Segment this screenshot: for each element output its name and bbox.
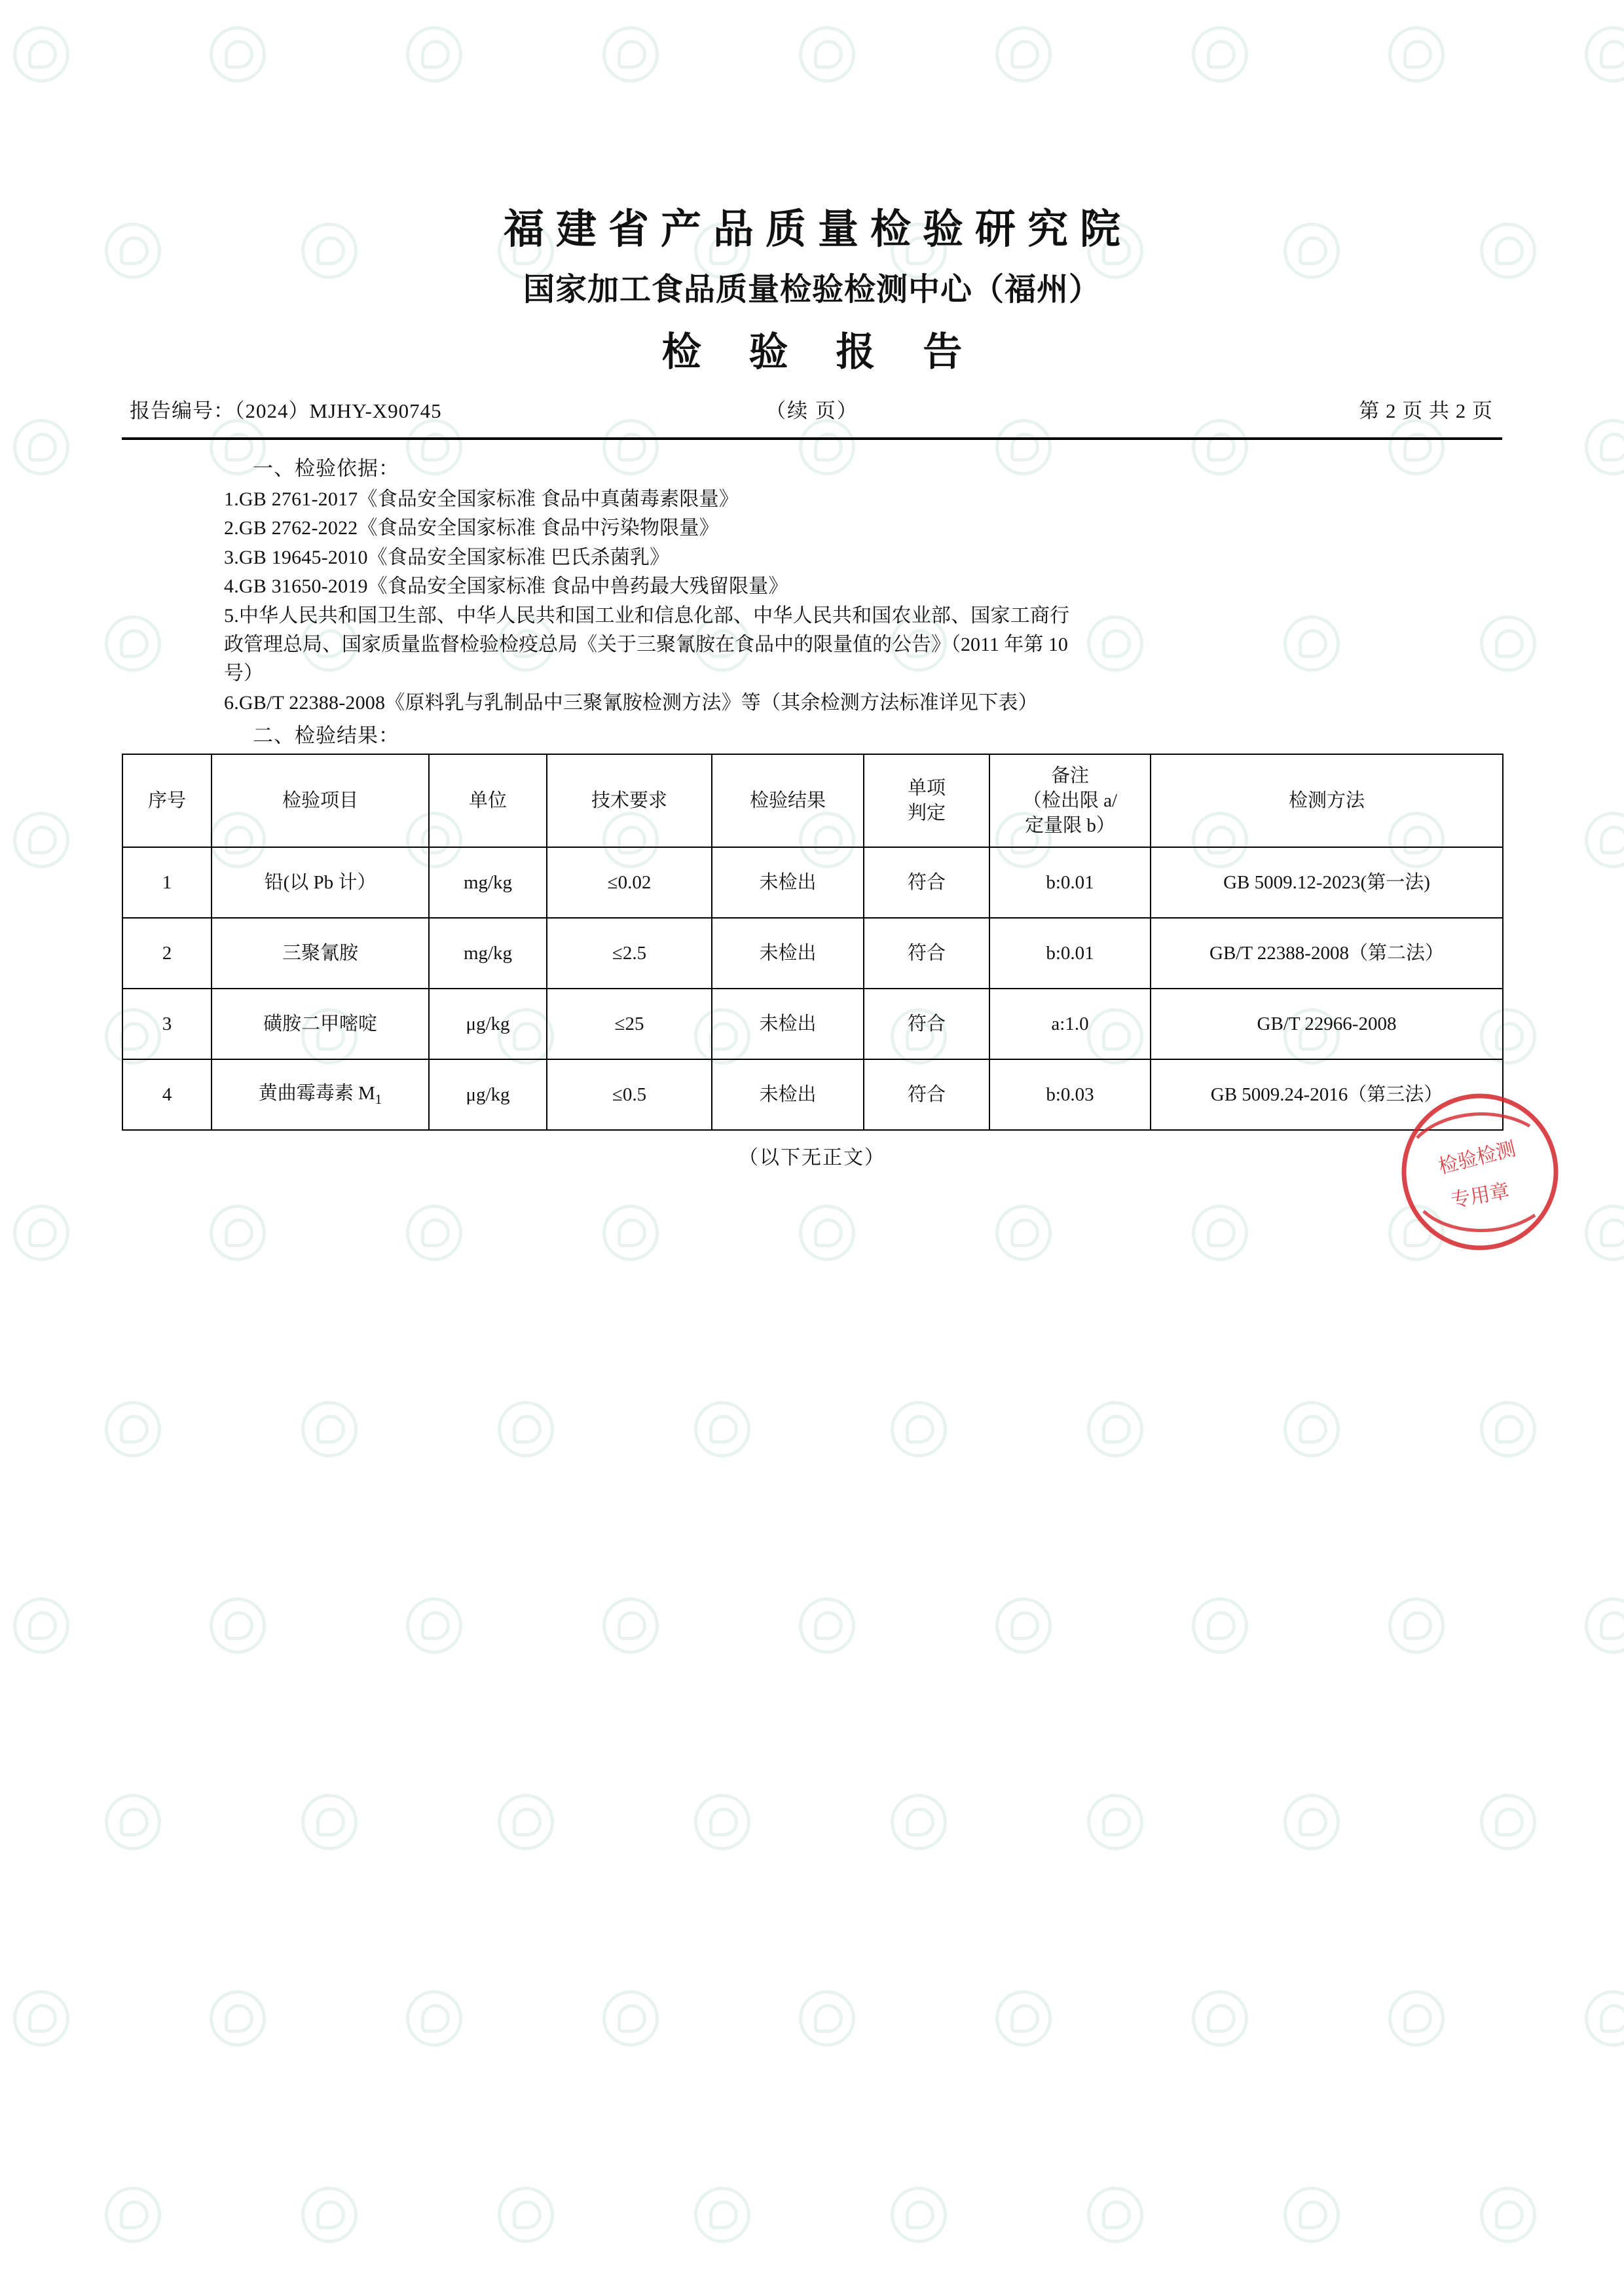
cell-method: GB 5009.12-2023(第一法) [1151,847,1503,918]
basis-item: 5.中华人民共和国卫生部、中华人民共和国工业和信息化部、中华人民共和国农业部、国家工商行 [224,604,1070,627]
results-heading: 二、检验结果： [253,724,399,748]
basis-item: 2.GB 2762-2022《食品安全国家标准 食品中污染物限量》 [224,517,719,539]
table-row [122,918,1503,989]
cell-method: GB/T 22388-2008（第二法） [1151,918,1503,989]
cell-no: 1 [122,847,212,918]
cell-requirement: ≤25 [547,989,712,1059]
col-header-no: 序号 [122,754,212,847]
table-row [122,1059,1503,1130]
table-row [122,847,1503,918]
institute-title: 福建省产品质量检验研究院 [503,205,1132,253]
cell-item [212,1059,429,1130]
table-header-row [122,754,1503,847]
cell-unit: mg/kg [429,847,547,918]
col-header-unit: 单位 [429,754,547,847]
basis-item: 3.GB 19645-2010《食品安全国家标准 巴氏杀菌乳》 [224,546,670,568]
cell-no: 2 [122,918,212,989]
cell-note: b:0.03 [989,1059,1151,1130]
cell-requirement: ≤2.5 [547,918,712,989]
svg-text:专用章: 专用章 [1449,1179,1511,1212]
basis-item: 号） [224,663,263,685]
cell-result: 未检出 [712,847,864,918]
cell-item: 三聚氰胺 [212,918,429,989]
cell-note: b:0.01 [989,847,1151,918]
col-header-note-line3: 定量限 b） [1025,815,1115,837]
cell-unit: μg/kg [429,1059,547,1130]
cell-result: 未检出 [712,1059,864,1130]
cell-item-subscript: 1 [375,1091,382,1107]
continued-label: （续 页） [766,399,858,422]
report-number-value: （2024）MJHY-X90745 [234,399,442,422]
cell-requirement: ≤0.02 [547,847,712,918]
basis-heading: 一、检验依据： [253,457,399,480]
cell-judgement: 符合 [864,918,989,989]
cell-judgement: 符合 [864,989,989,1059]
col-header-note-line1: 备注 [1050,765,1089,786]
col-header-judgement [864,754,989,847]
report-number [130,394,442,424]
document-body [122,196,1502,1170]
cell-judgement: 符合 [864,847,989,918]
col-header-judgement-line2: 判定 [907,803,946,824]
col-header-note [989,754,1151,847]
meta-row [122,394,1502,429]
page-title: 检 验 报 告 [661,329,980,375]
cell-item: 磺胺二甲嘧啶 [212,989,429,1059]
cell-judgement: 符合 [864,1059,989,1130]
cell-no: 3 [122,989,212,1059]
basis-item: 4.GB 31650-2019《食品安全国家标准 食品中兽药最大残留限量》 [224,575,788,598]
cell-unit: μg/kg [429,989,547,1059]
center-title: 国家加工食品质量检验检测中心（福州） [523,271,1101,308]
svg-text:检验检测: 检验检测 [1436,1137,1519,1179]
cell-method: GB 5009.24-2016（第三法） [1151,1059,1503,1130]
results-table [122,754,1504,1131]
cell-method: GB/T 22966-2008 [1151,989,1503,1059]
no-text-below-note: （以下无正文） [739,1147,885,1169]
basis-item: 6.GB/T 22388-2008《原料乳与乳制品中三聚氰胺检测方法》等（其余检测方法标准详见下表） [224,691,1038,714]
cell-note: b:0.01 [989,918,1151,989]
cell-item: 铅(以 Pb 计） [212,847,429,918]
col-header-requirement: 技术要求 [547,754,712,847]
cell-requirement: ≤0.5 [547,1059,712,1130]
cell-result: 未检出 [712,989,864,1059]
report-number-label: 报告编号： [130,399,234,422]
col-header-note-line2: （检出限 a/ [1022,790,1118,811]
col-header-judgement-line1: 单项 [907,777,946,799]
table-row [122,989,1503,1059]
basis-item: 政管理总局、国家质量监督检验检疫总局《关于三聚氰胺在食品中的限量值的公告》（2011 年第 10 [224,633,1068,655]
pagination-label: 第 2 页 共 2 页 [1359,399,1493,422]
cell-note: a:1.0 [989,989,1151,1059]
cell-unit: mg/kg [429,918,547,989]
cell-item-text: 黄曲霉毒素 M [258,1082,375,1104]
col-header-item: 检验项目 [212,754,429,847]
cell-no: 4 [122,1059,212,1130]
col-header-method: 检测方法 [1151,754,1503,847]
cell-result: 未检出 [712,918,864,989]
col-header-result: 检验结果 [712,754,864,847]
basis-item: 1.GB 2761-2017《食品安全国家标准 食品中真菌毒素限量》 [224,488,739,510]
header-divider [122,437,1502,440]
